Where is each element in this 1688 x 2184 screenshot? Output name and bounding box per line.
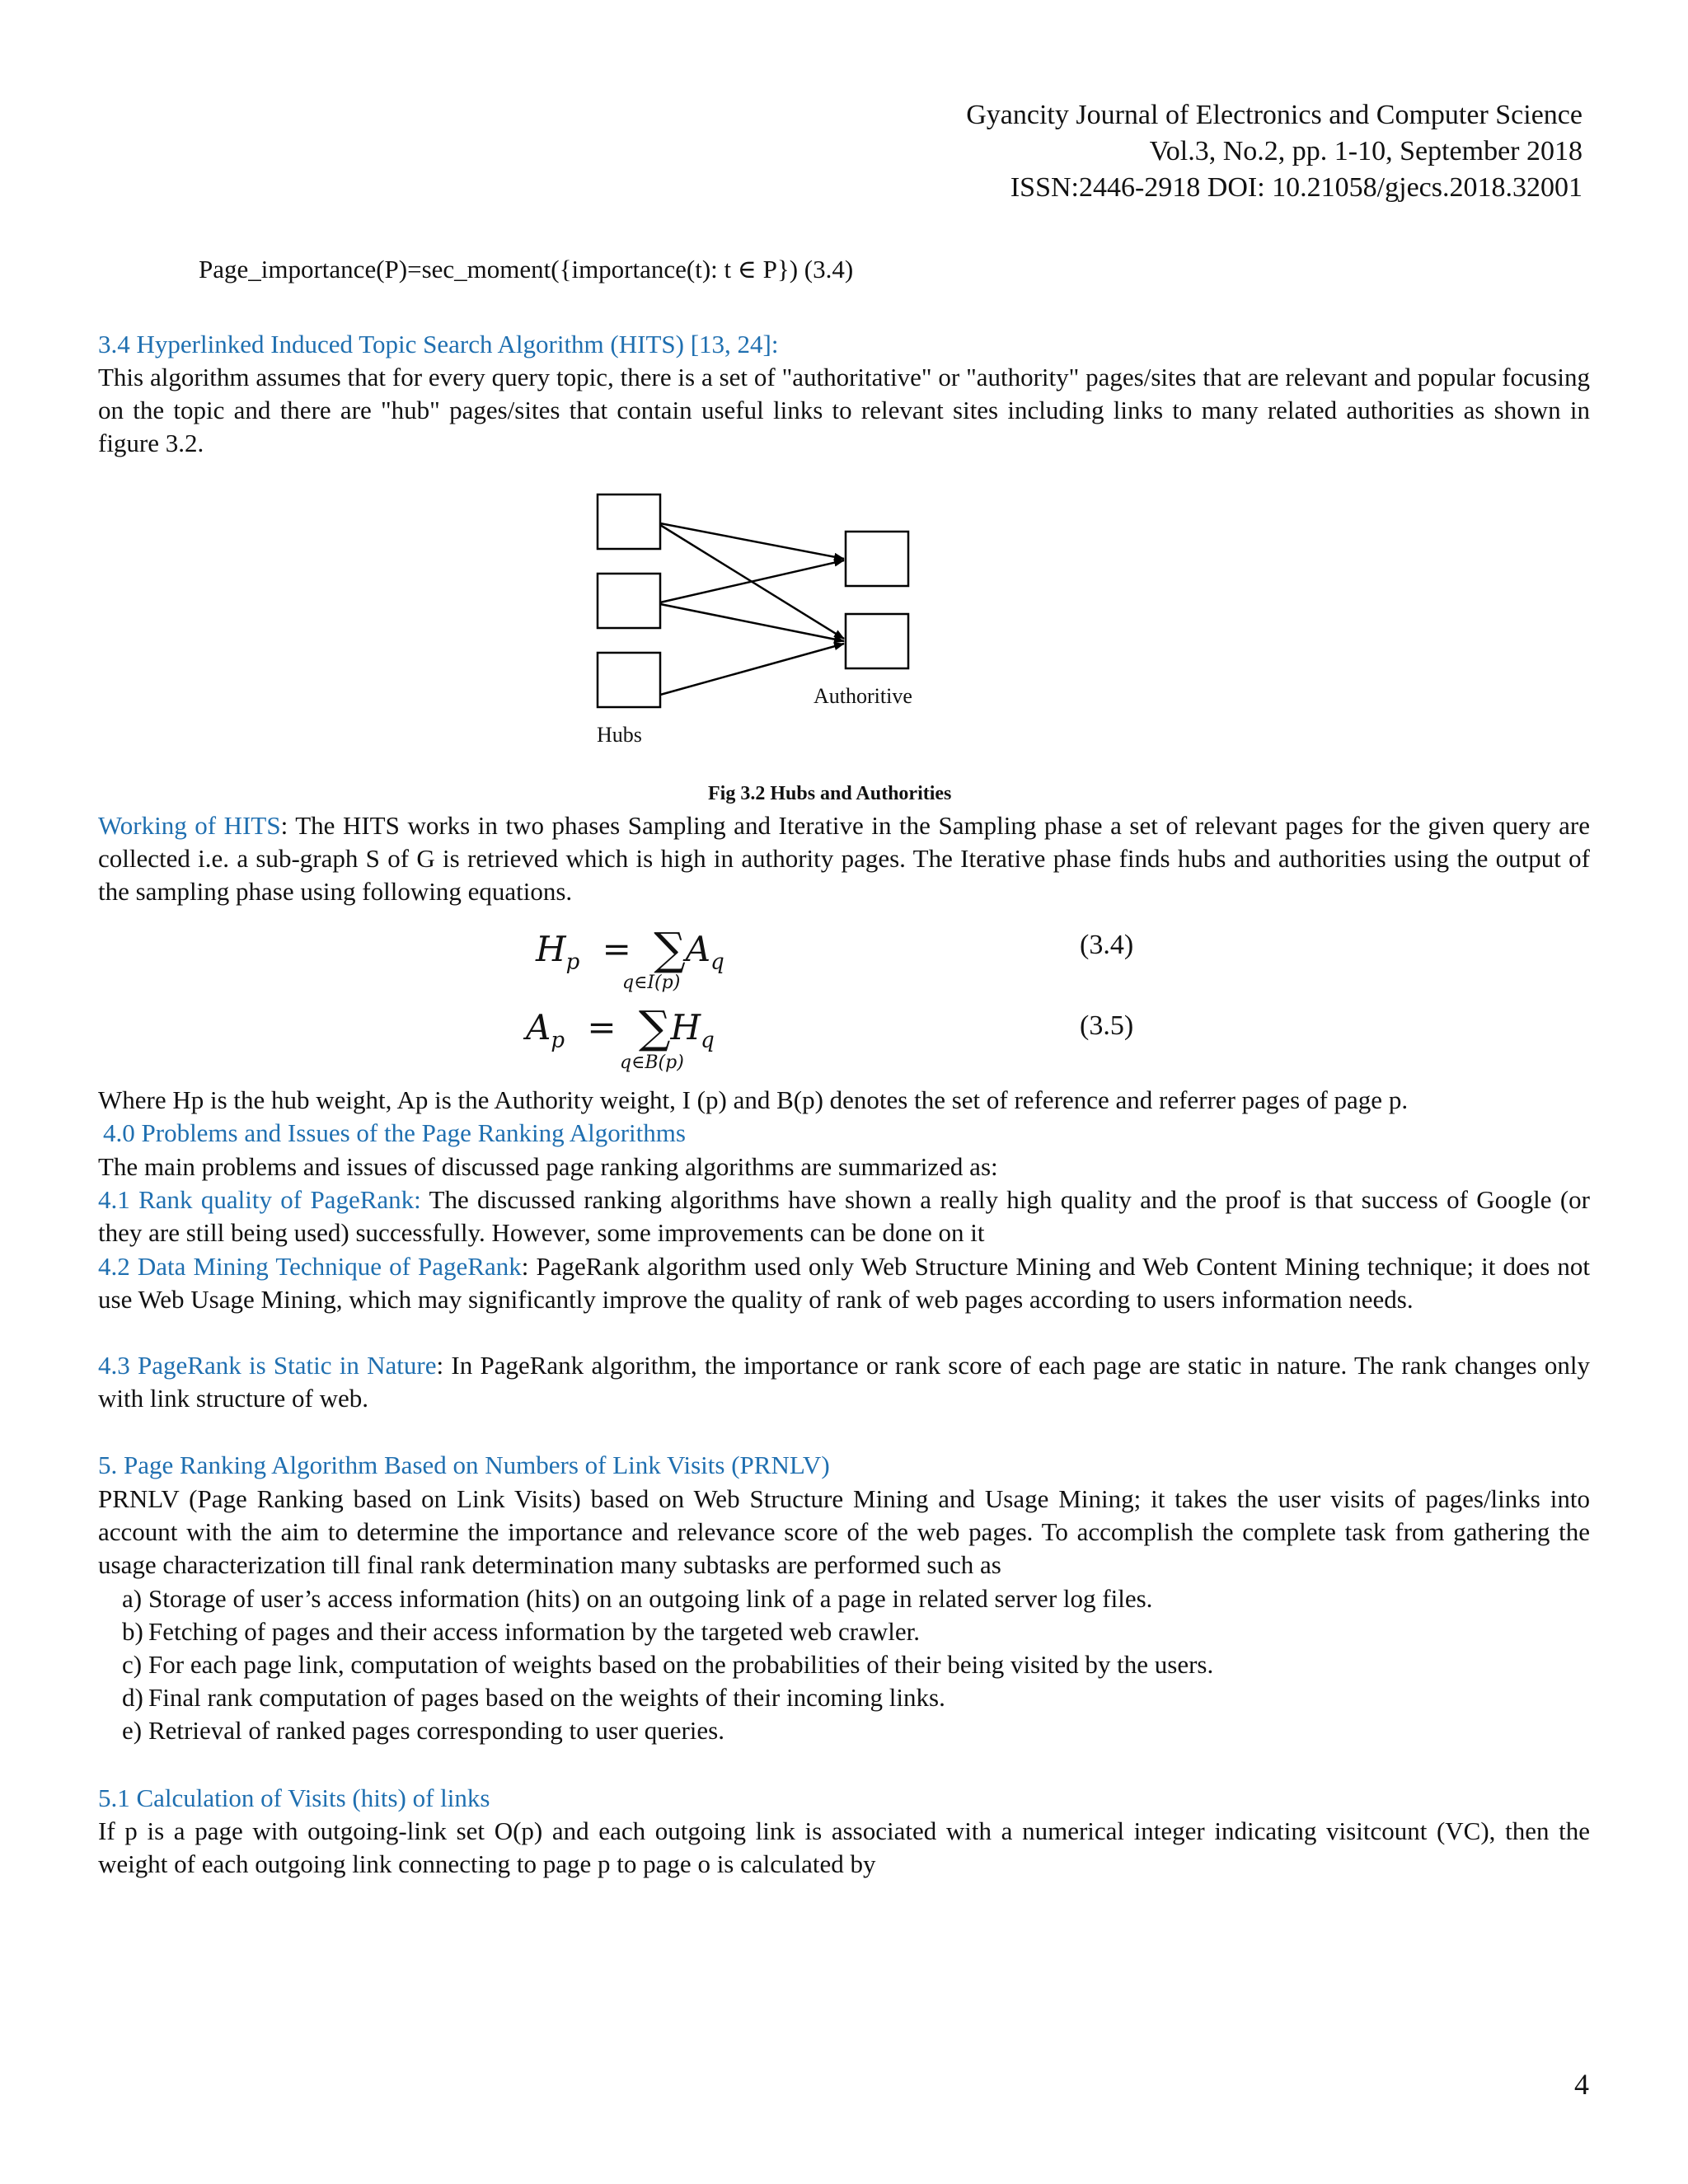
section-4-0-heading: 4.0 Problems and Issues of the Page Ranking Algorithms: [103, 1118, 686, 1147]
authority-node-2: [846, 614, 908, 668]
authorities-label: Authoritive: [814, 684, 912, 708]
section-5-1-body: If p is a page with outgoing-link set O(p) and each outgoing link is associated with a numerical integer indicating visitcount (VC), then the weight of each outgoing link connecting to page p to page o is calculated by: [98, 1816, 1590, 1878]
issue-4-1: [98, 1183, 1590, 1249]
section-3-4-body: This algorithm assumes that for every query topic, there is a set of "authoritative" or "authority" pages/sites that are relevant and popular focusing on the topic and there are "hub" pages/sites that contain useful links to relevant sites including links to many related authorities as shown in figure 3.2.: [98, 363, 1590, 457]
hub-equation: $H_p = \sum A_q$: [536, 923, 724, 975]
issue-4-1-body: The discussed ranking algorithms have shown a really high quality and the proof is that success of Google (or they are still being used) successfully. However, some improvements can be done on it: [98, 1185, 1590, 1247]
equation-3-4-number: (3.4): [1080, 930, 1134, 960]
section-5-1-heading: 5.1 Calculation of Visits (hits) of links: [98, 1783, 490, 1812]
authority-equation: $A_p = \sum H_q$: [526, 1001, 715, 1053]
link-hub2-auth1: [660, 560, 844, 602]
page-importance-equation: Page_importance(P)=sec_moment({importance(t): t ∈ P}) (3.4): [199, 255, 854, 284]
journal-title: Gyancity Journal of Electronics and Computer Science: [966, 100, 1582, 130]
section-5-body: PRNLV (Page Ranking based on Link Visits) based on Web Structure Mining and Usage Mining; it takes the user visits of pages/links into account with the aim to determine the importance and relevance score of the web pages. To accomplish the complete task from gathering the usage characterization till final rank determination many subtasks are performed such as: [98, 1484, 1590, 1579]
issue-4-2-body: : PageRank algorithm used only Web Structure Mining and Web Content Mining technique; it does not use Web Usage Mining, which may significantly improve the quality of rank of web pages according to users information needs.: [98, 1252, 1591, 1314]
section-4-0-intro: The main problems and issues of discussed page ranking algorithms are summarized as:: [98, 1152, 998, 1181]
list-item: e) Retrieval of ranked pages corresponding to user queries.: [122, 1716, 724, 1745]
issue-4-3: [98, 1349, 1590, 1415]
working-of-hits-paragraph: [98, 809, 1590, 908]
list-item: d) Final rank computation of pages based on the weights of their incoming links.: [122, 1683, 945, 1712]
equation-3-5-number: (3.5): [1080, 1010, 1134, 1041]
list-item: a) Storage of user’s access information (hits) on an outgoing link of a page in related server log files.: [122, 1584, 1153, 1613]
hubs-label: Hubs: [597, 723, 642, 747]
list-item: c) For each page link, computation of weights based on the probabilities of their being visited by the users.: [122, 1650, 1214, 1679]
hub-node-3: [598, 653, 660, 707]
issue-4-3-lead: 4.3 PageRank is Static in Nature: [98, 1351, 437, 1380]
issue-4-2-lead: 4.2 Data Mining Technique of PageRank: [98, 1252, 522, 1281]
working-of-hits-body: : The HITS works in two phases Sampling and Iterative in the Sampling phase a set of relevant pages for the given query are collected i.e. a sub-graph S of G is retrieved which is high in authority pages. The Iterative phase finds hubs and authorities using the output of the sampling phase using following equations.: [98, 811, 1590, 906]
journal-issn-doi: ISSN:2446-2918 DOI: 10.21058/gjecs.2018.32001: [1010, 172, 1582, 203]
issue-4-2: [98, 1250, 1590, 1316]
where-definition: Where Hp is the hub weight, Ap is the Authority weight, I (p) and B(p) denotes the set of reference and referrer pages of page p.: [98, 1085, 1409, 1114]
hub-node-2: [598, 574, 660, 628]
hubs-authorities-figure: [577, 482, 956, 754]
list-item: b) Fetching of pages and their access information by the targeted web crawler.: [122, 1617, 920, 1646]
hub-sum-index: q∈I(p): [622, 972, 681, 993]
issue-4-1-lead: 4.1 Rank quality of PageRank:: [98, 1185, 421, 1214]
issue-4-3-body: : In PageRank algorithm, the importance or rank score of each page are static in nature. The rank changes only with link structure of web.: [98, 1351, 1590, 1413]
journal-volume: Vol.3, No.2, pp. 1-10, September 2018: [1149, 136, 1582, 166]
figure-caption: Fig 3.2 Hubs and Authorities: [708, 783, 952, 804]
section-3-4-heading: 3.4 Hyperlinked Induced Topic Search Algorithm (HITS) [13, 24]:: [98, 330, 779, 359]
working-of-hits-lead: Working of HITS: [98, 811, 281, 840]
page-number: 4: [1574, 2068, 1589, 2101]
authority-sum-index: q∈B(p): [620, 1052, 684, 1073]
section-5-heading: 5. Page Ranking Algorithm Based on Numbers of Link Visits (PRNLV): [98, 1451, 830, 1479]
hub-node-1: [598, 494, 660, 549]
authority-node-1: [846, 532, 908, 586]
